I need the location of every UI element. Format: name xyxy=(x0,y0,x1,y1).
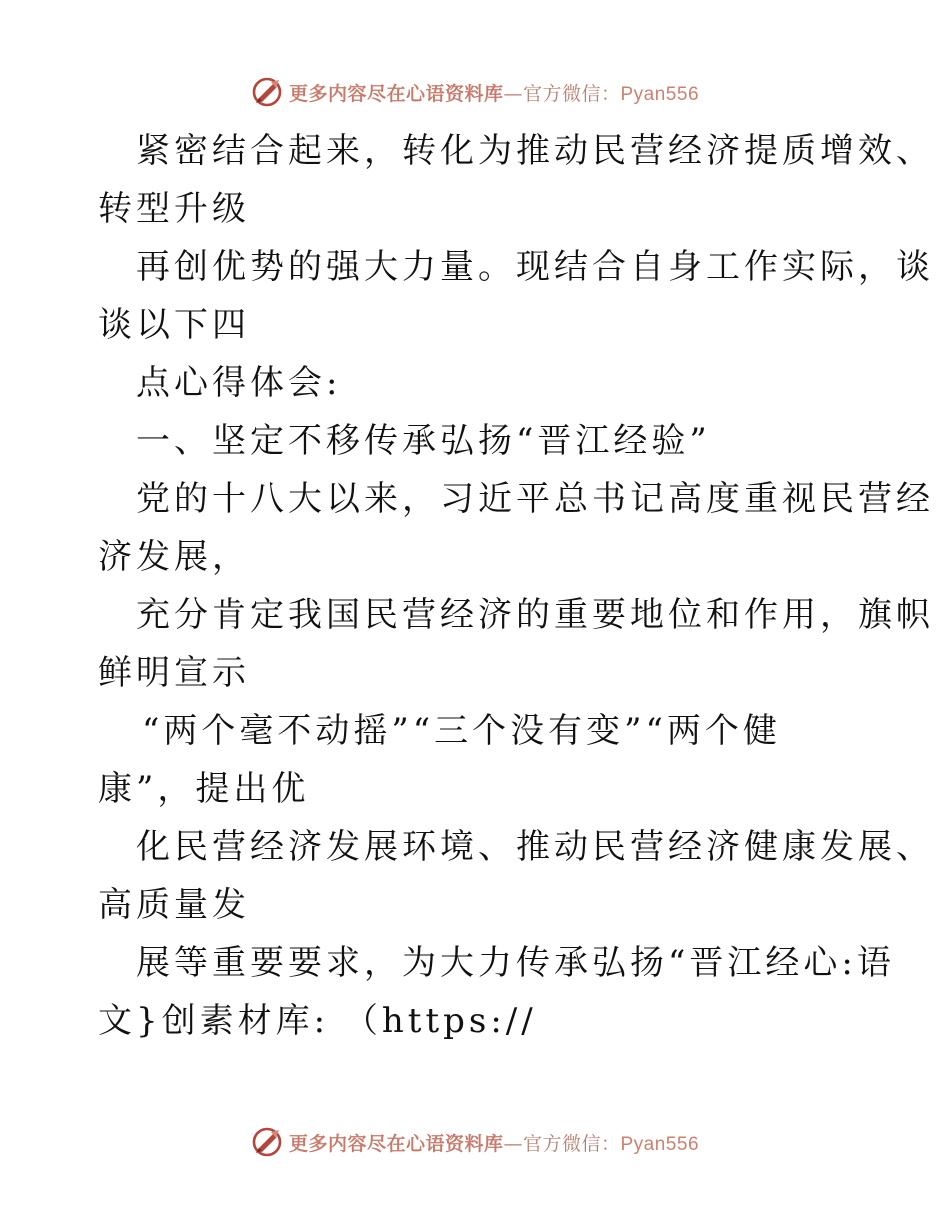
body-line: 展等重要要求，为大力传承弘扬“晋江经心:语 xyxy=(136,943,895,983)
body-line: 化民营经济发展环境、推动民营经济健康发展、 xyxy=(136,827,934,867)
header-wechat-label: 官方微信： xyxy=(522,82,621,105)
header-watermark-banner xyxy=(0,72,950,112)
body-line: 点心得体会: xyxy=(136,363,342,403)
footer-banner-text xyxy=(289,1129,699,1156)
body-line: 鲜明宣示 xyxy=(98,653,250,693)
body-line: 紧密结合起来，转化为推动民营经济提质增效、 xyxy=(136,131,934,171)
body-line: 高质量发 xyxy=(98,885,250,925)
body-line: “两个毫不动摇”“三个没有变”“两个健 xyxy=(142,711,781,751)
footer-wechat-label: 官方微信： xyxy=(522,1132,621,1155)
footer-brand: 更多内容尽在心语资料库 xyxy=(288,1132,504,1155)
body-line: 充分肯定我国民营经济的重要地位和作用，旗帜 xyxy=(136,595,934,635)
footer-watermark-banner xyxy=(0,1122,950,1162)
header-wechat-id: Pyan556 xyxy=(620,83,700,105)
pen-quill-logo-icon xyxy=(251,76,283,108)
body-line: 党的十八大以来，习近平总书记高度重视民营经 xyxy=(136,479,934,519)
section-heading: 一、坚定不移传承弘扬“晋江经验” xyxy=(136,421,711,461)
document-body xyxy=(98,122,934,1050)
pen-quill-logo-icon xyxy=(251,1126,283,1158)
footer-wechat-id: Pyan556 xyxy=(620,1133,700,1155)
footer-separator: — xyxy=(503,1132,523,1155)
header-banner-text xyxy=(289,79,699,106)
body-line: 文}创素材库: （https:// xyxy=(98,1001,537,1041)
header-separator: — xyxy=(503,82,523,105)
body-line: 康”，提出优 xyxy=(98,769,310,809)
body-line: 再创优势的强大力量。现结合自身工作实际，谈 xyxy=(136,247,934,287)
body-line: 谈以下四 xyxy=(98,305,250,345)
header-brand: 更多内容尽在心语资料库 xyxy=(288,82,504,105)
body-line: 转型升级 xyxy=(98,189,250,229)
body-line: 济发展， xyxy=(98,537,250,577)
